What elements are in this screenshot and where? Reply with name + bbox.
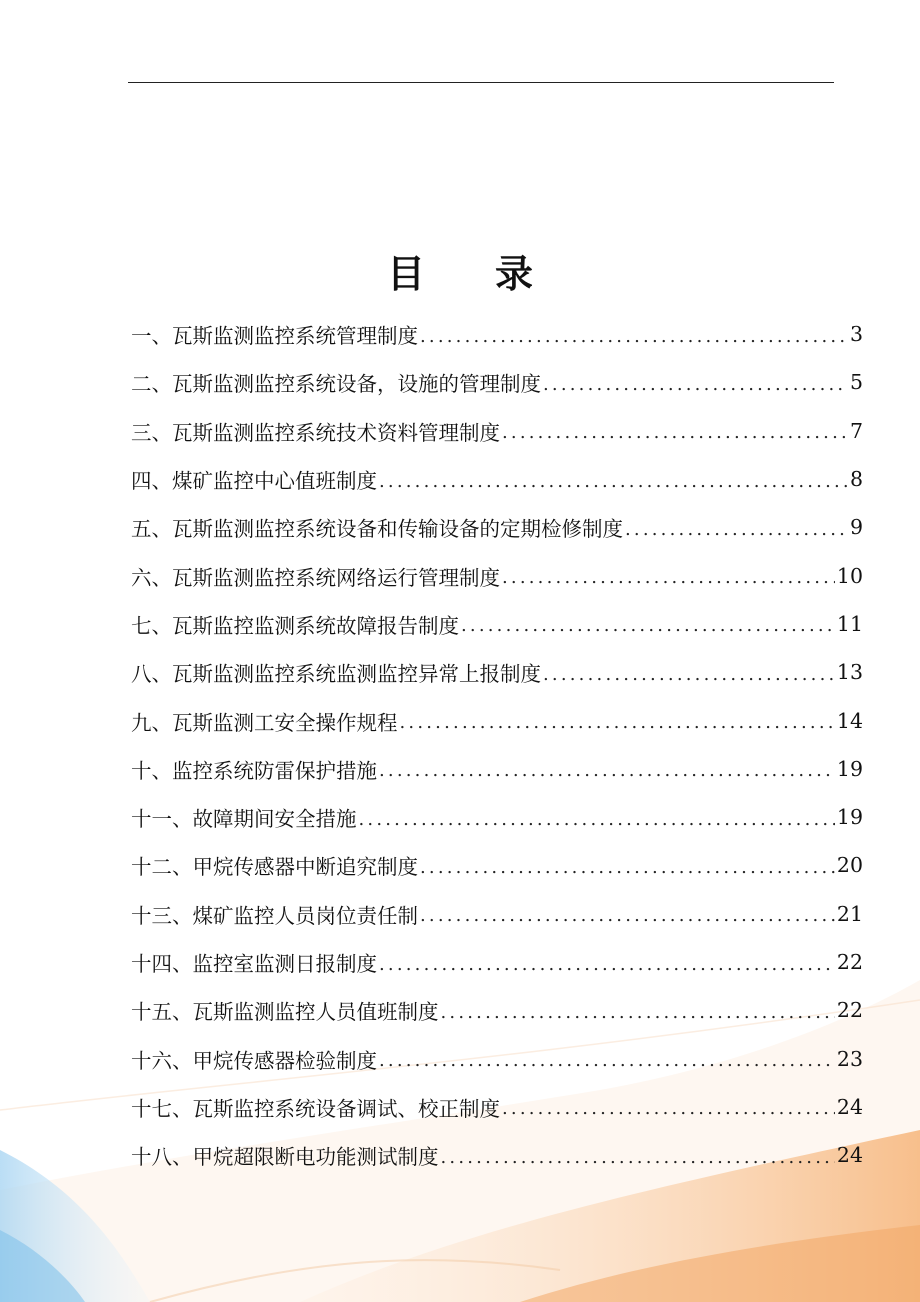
toc-entry[interactable] bbox=[131, 745, 863, 793]
toc-entry-label: 十六、甲烷传感器检验制度 bbox=[131, 1048, 377, 1073]
toc-entry-page: 19 bbox=[836, 756, 863, 781]
toc-entry-page: 3 bbox=[849, 322, 863, 347]
toc-entry[interactable] bbox=[131, 551, 863, 599]
toc-entry-label: 十三、煤矿监控人员岗位责任制 bbox=[131, 903, 418, 928]
toc-entry[interactable] bbox=[131, 503, 863, 551]
toc-entry[interactable] bbox=[131, 793, 863, 841]
toc-entry-label: 十一、故障期间安全措施 bbox=[131, 807, 357, 832]
toc-entry[interactable] bbox=[131, 358, 863, 406]
toc-leader-dots bbox=[379, 760, 835, 781]
toc-entry[interactable] bbox=[131, 1034, 863, 1082]
toc-leader-dots bbox=[379, 1050, 835, 1071]
toc-entry-page: 24 bbox=[836, 1094, 863, 1119]
toc-leader-dots bbox=[441, 1147, 835, 1168]
toc-entry-page: 24 bbox=[836, 1143, 863, 1168]
toc-title-char: 录 bbox=[495, 251, 534, 296]
header-rule bbox=[128, 82, 834, 83]
toc-entry-page: 11 bbox=[836, 611, 863, 636]
toc-entry[interactable] bbox=[131, 1083, 863, 1131]
toc-entry[interactable] bbox=[131, 648, 863, 696]
toc-leader-dots bbox=[379, 471, 848, 492]
toc-leader-dots bbox=[400, 712, 835, 733]
toc-entry-page: 23 bbox=[836, 1046, 863, 1071]
toc-entry-label: 二、瓦斯监测监控系统设备，设施的管理制度 bbox=[131, 372, 541, 397]
toc-entry[interactable] bbox=[131, 696, 863, 744]
toc-entry-label: 一、瓦斯监测监控系统管理制度 bbox=[131, 324, 418, 349]
toc-entry-label: 六、瓦斯监测监控系统网络运行管理制度 bbox=[131, 565, 500, 590]
toc-entry[interactable] bbox=[131, 407, 863, 455]
toc-entry[interactable] bbox=[131, 1131, 863, 1179]
toc-title bbox=[0, 243, 920, 298]
toc-entry-page: 22 bbox=[836, 950, 863, 974]
toc-leader-dots bbox=[502, 422, 848, 443]
toc-entry-label: 三、瓦斯监测监控系统技术资料管理制度 bbox=[131, 420, 500, 445]
toc-leader-dots bbox=[461, 615, 835, 636]
toc-leader-dots bbox=[543, 664, 835, 685]
toc-entry-page: 22 bbox=[836, 998, 863, 1023]
toc-entry-label: 十五、瓦斯监测监控人员值班制度 bbox=[131, 1000, 439, 1025]
toc-entry-label: 十八、甲烷超限断电功能测试制度 bbox=[131, 1145, 439, 1170]
toc-leader-dots bbox=[379, 954, 835, 975]
toc-leader-dots bbox=[420, 857, 835, 878]
toc-title-char: 目 bbox=[386, 251, 425, 296]
toc-entry[interactable] bbox=[131, 841, 863, 889]
toc-leader-dots bbox=[420, 326, 848, 347]
toc-entry-page: 5 bbox=[849, 370, 863, 395]
toc-entry-page: 14 bbox=[836, 708, 863, 733]
toc-entry-label: 四、煤矿监控中心值班制度 bbox=[131, 469, 377, 494]
toc-entry-label: 五、瓦斯监测监控系统设备和传输设备的定期检修制度 bbox=[131, 517, 623, 542]
toc-leader-dots bbox=[625, 519, 848, 540]
toc-leader-dots bbox=[420, 905, 835, 926]
toc-entry-label: 十四、监控室监测日报制度 bbox=[131, 952, 377, 976]
toc-leader-dots bbox=[543, 374, 848, 395]
toc-entry-page: 13 bbox=[836, 660, 863, 685]
toc-entry[interactable] bbox=[131, 600, 863, 648]
toc-entry-page: 21 bbox=[836, 901, 863, 926]
toc-leader-dots bbox=[502, 567, 835, 588]
toc-entry-page: 10 bbox=[836, 563, 863, 588]
toc-entry-label: 七、瓦斯监控监测系统故障报告制度 bbox=[131, 613, 459, 638]
toc-entry-label: 九、瓦斯监测工安全操作规程 bbox=[131, 710, 398, 735]
toc-leader-dots bbox=[441, 1002, 835, 1023]
toc-entry[interactable] bbox=[131, 938, 863, 986]
toc-entry-page: 8 bbox=[849, 467, 863, 492]
toc-leader-dots bbox=[359, 809, 835, 830]
toc-entry[interactable] bbox=[131, 890, 863, 938]
toc-entry[interactable] bbox=[131, 455, 863, 503]
toc-leader-dots bbox=[502, 1098, 835, 1119]
toc-entry[interactable] bbox=[131, 986, 863, 1034]
toc-entry[interactable] bbox=[131, 310, 863, 358]
toc-entry-page: 9 bbox=[849, 515, 863, 540]
toc-entry-page: 20 bbox=[836, 853, 863, 878]
toc-entry-label: 十、监控系统防雷保护措施 bbox=[131, 758, 377, 783]
toc-entry-label: 十二、甲烷传感器中断追究制度 bbox=[131, 855, 418, 880]
toc-entry-page: 19 bbox=[836, 805, 863, 830]
toc-entry-label: 十七、瓦斯监控系统设备调试、校正制度 bbox=[131, 1096, 500, 1121]
table-of-contents bbox=[131, 310, 863, 1179]
toc-entry-label: 八、瓦斯监测监控系统监测监控异常上报制度 bbox=[131, 662, 541, 687]
toc-entry-page: 7 bbox=[849, 418, 863, 443]
